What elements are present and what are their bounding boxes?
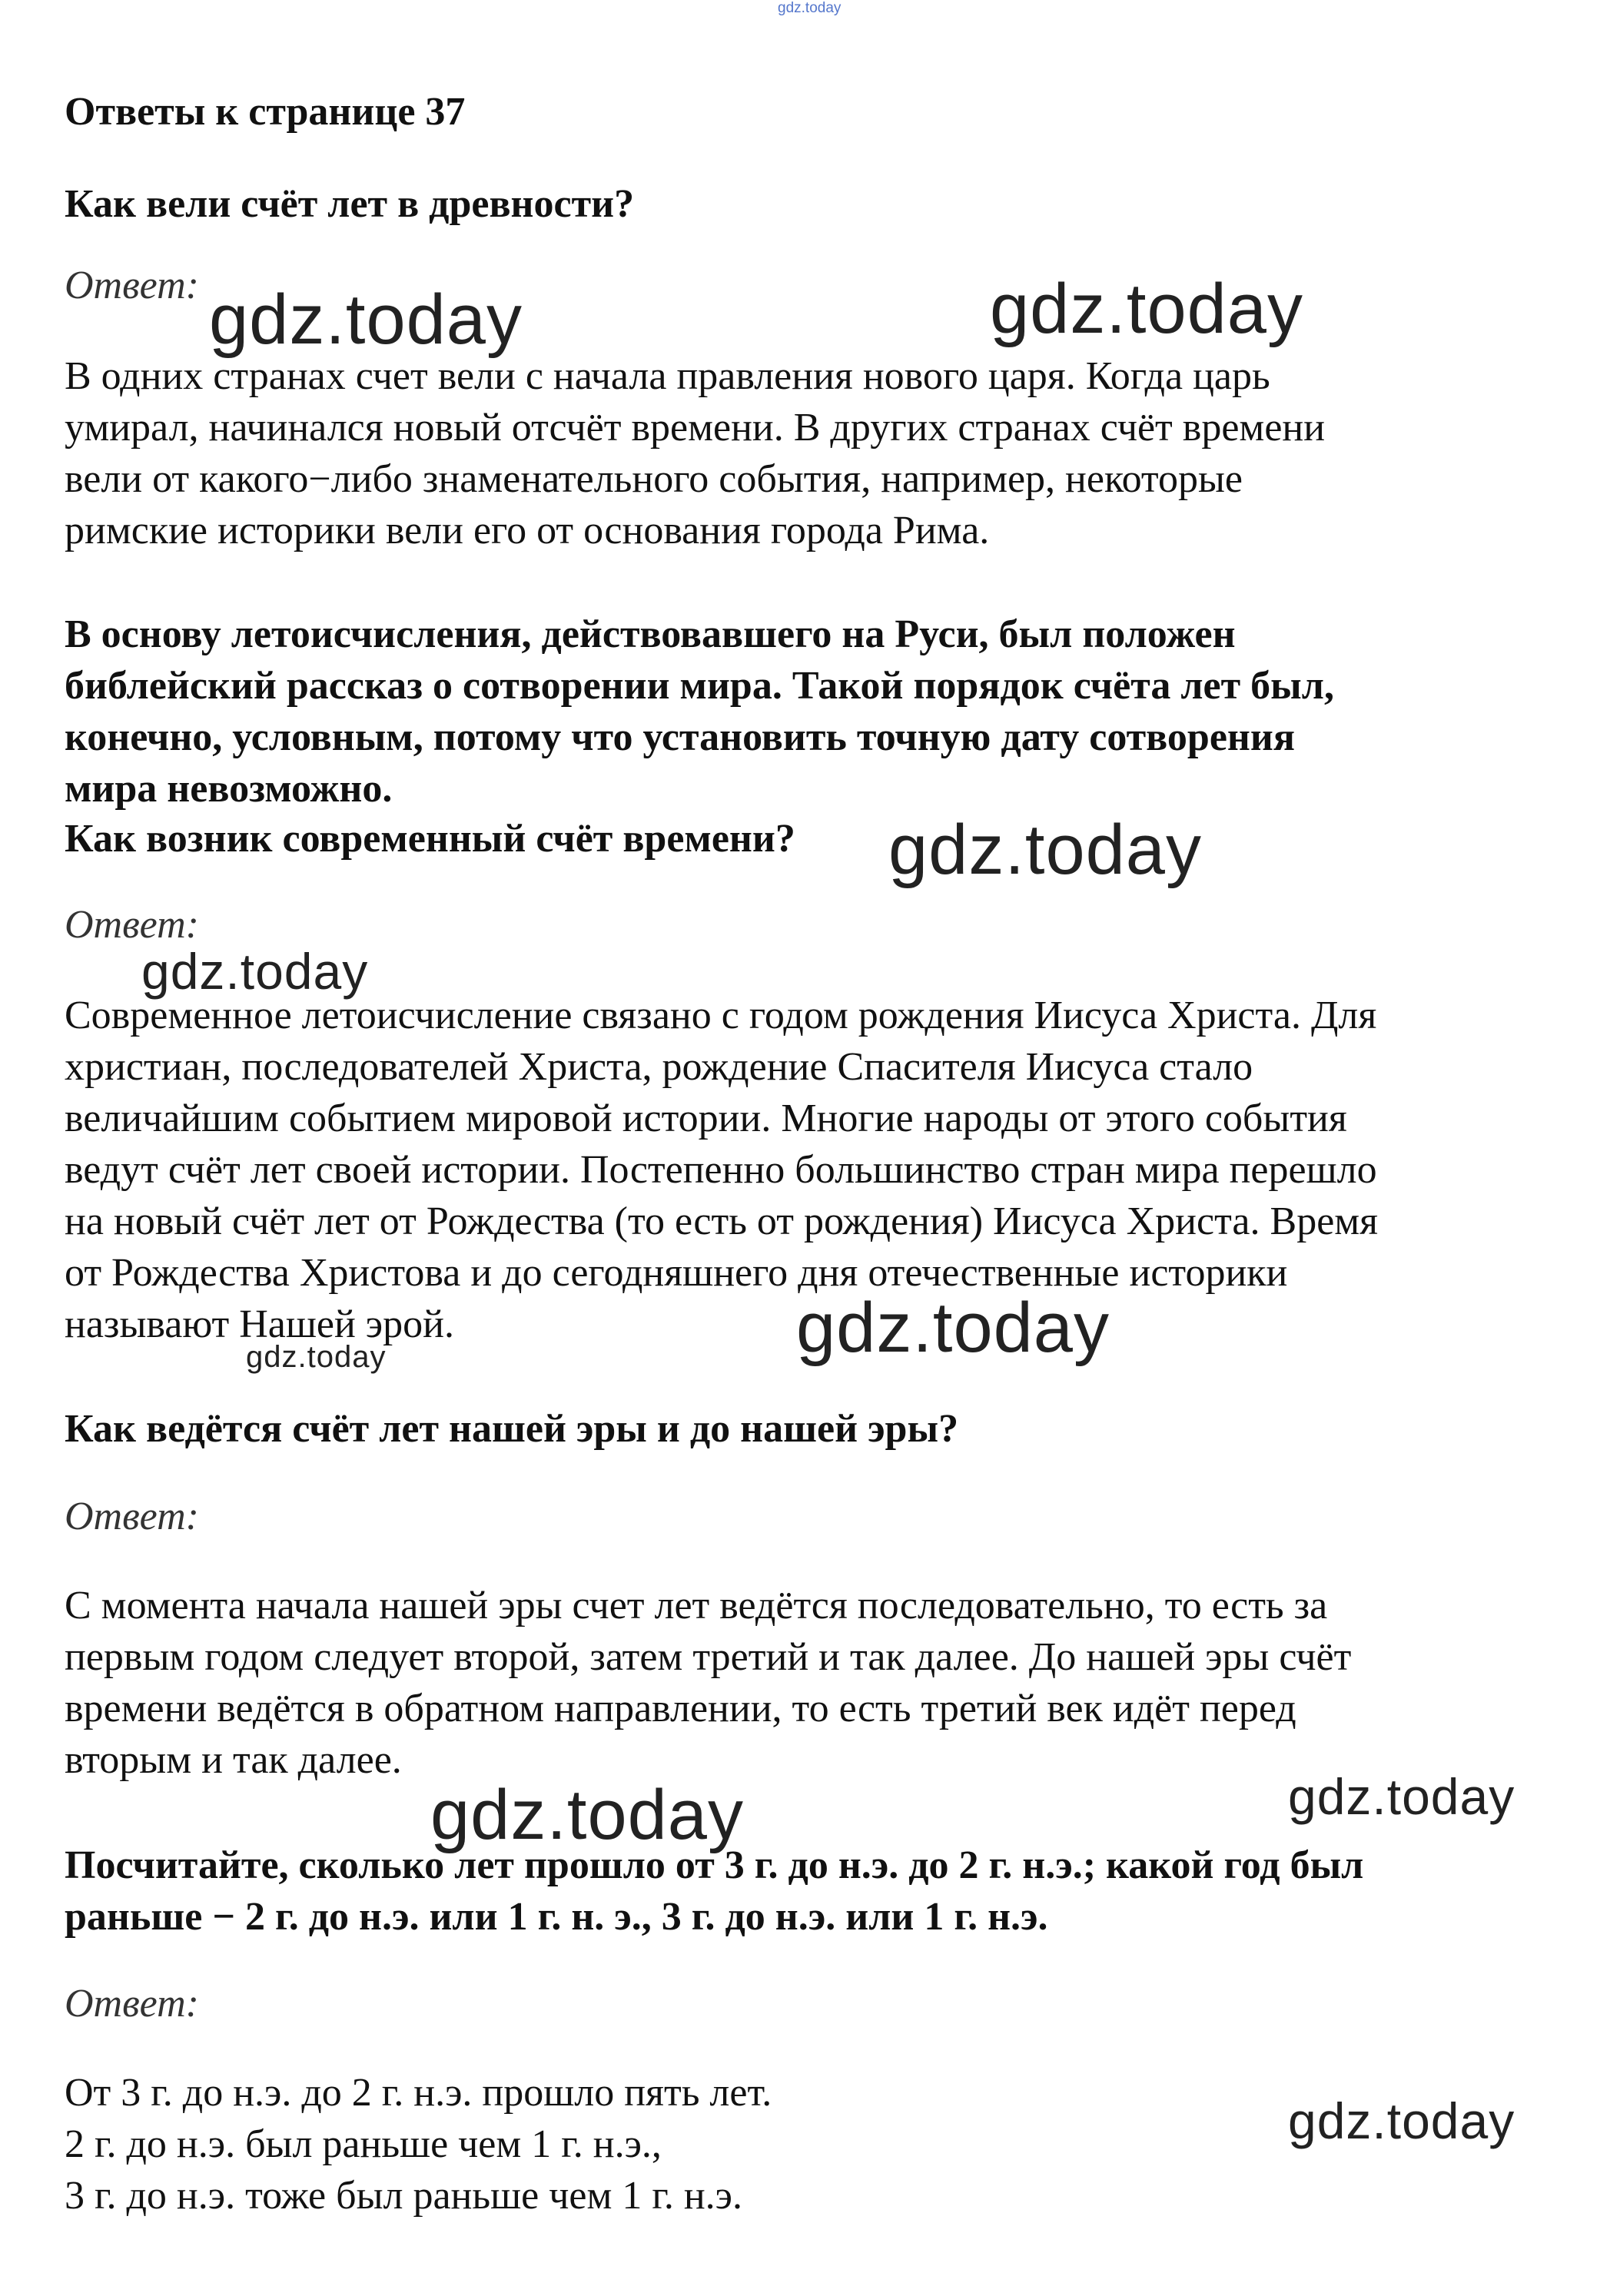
answer-2-line: Современное летоисчисление связано с годом рождения Иисуса Христа. Для (65, 994, 1377, 1037)
answer-3 (65, 1580, 1571, 1786)
question-3: Как ведётся счёт лет нашей эры и до нашей эры? (65, 1407, 959, 1451)
question-4 (65, 1840, 1571, 1943)
question-1: Как вели счёт лет в древности? (65, 182, 635, 226)
top-watermark: gdz.today (778, 0, 842, 16)
watermark: gdz.today (1288, 2092, 1515, 2149)
statement-line: библейский рассказ о сотворении мира. Такой порядок счёта лет был, (65, 664, 1334, 708)
watermark: gdz.today (796, 1289, 1110, 1367)
answer-1-line: вели от какого−либо знаменательного события, например, некоторые (65, 457, 1243, 501)
answer-1-line: римские историки вели его от основания города Рима. (65, 509, 990, 552)
answer-2-line: на новый счёт лет от Рождества (то есть от рождения) Иисуса Христа. Время (65, 1199, 1379, 1243)
question-4-line: раньше − 2 г. до н.э. или 1 г. н. э., 3 г. до н.э. или 1 г. н.э. (65, 1895, 1048, 1939)
statement-line: В основу летоисчисления, действовавшего на Руси, был положен (65, 612, 1236, 656)
answer-3-line: первым годом следует второй, затем третий и так далее. До нашей эры счёт (65, 1635, 1352, 1679)
watermark: gdz.today (888, 811, 1202, 889)
answer-3-line: С момента начала нашей эры счет лет ведётся последовательно, то есть за (65, 1584, 1328, 1627)
watermark: gdz.today (246, 1340, 387, 1374)
answer-2-line: от Рождества Христова и до сегодняшнего дня отечественные историки (65, 1251, 1288, 1295)
watermark: gdz.today (209, 280, 523, 359)
answer-2-line: величайшим событием мировой истории. Многие народы от этого события (65, 1097, 1347, 1140)
answer-4-line: 3 г. до н.э. тоже был раньше чем 1 г. н.э. (65, 2174, 742, 2218)
question-2: Как возник современный счёт времени? (65, 817, 795, 861)
answer-2-line: называют Нашей эрой. (65, 1302, 454, 1346)
question-4-line: Посчитайте, сколько лет прошло от 3 г. до н.э. до 2 г. н.э.; какой год был (65, 1843, 1364, 1887)
answer-3-line: времени ведётся в обратном направлении, то есть третий век идёт перед (65, 1687, 1296, 1730)
watermark: gdz.today (141, 943, 369, 1000)
answer-1-line: умирал, начинался новый отсчёт времени. В других странах счёт времени (65, 406, 1326, 450)
statement-line: мира невозможно. (65, 767, 393, 811)
answer-label-2: Ответ: (65, 903, 199, 947)
answer-label-4: Ответ: (65, 1982, 199, 2026)
answer-1 (65, 350, 1571, 556)
answer-2-line: ведут счёт лет своей истории. Постепенно большинство стран мира перешло (65, 1148, 1377, 1192)
watermark: gdz.today (1288, 1768, 1515, 1825)
answer-4-line: От 3 г. до н.э. до 2 г. н.э. прошло пять лет. (65, 2071, 772, 2115)
answer-label-3: Ответ: (65, 1495, 199, 1538)
statement-line: конечно, условным, потому что установить точную дату сотворения (65, 715, 1295, 759)
watermark: gdz.today (990, 270, 1303, 348)
answer-label-1: Ответ: (65, 264, 199, 307)
answer-4-line: 2 г. до н.э. был раньше чем 1 г. н.э., (65, 2122, 662, 2166)
watermark: gdz.today (430, 1776, 744, 1854)
statement (65, 609, 1571, 815)
answer-1-line: В одних странах счет вели с начала правления нового царя. Когда царь (65, 354, 1270, 398)
page-heading: Ответы к странице 37 (65, 90, 466, 134)
answer-3-line: вторым и так далее. (65, 1738, 402, 1782)
answer-2-line: христиан, последователей Христа, рождение Спасителя Иисуса стало (65, 1045, 1253, 1089)
